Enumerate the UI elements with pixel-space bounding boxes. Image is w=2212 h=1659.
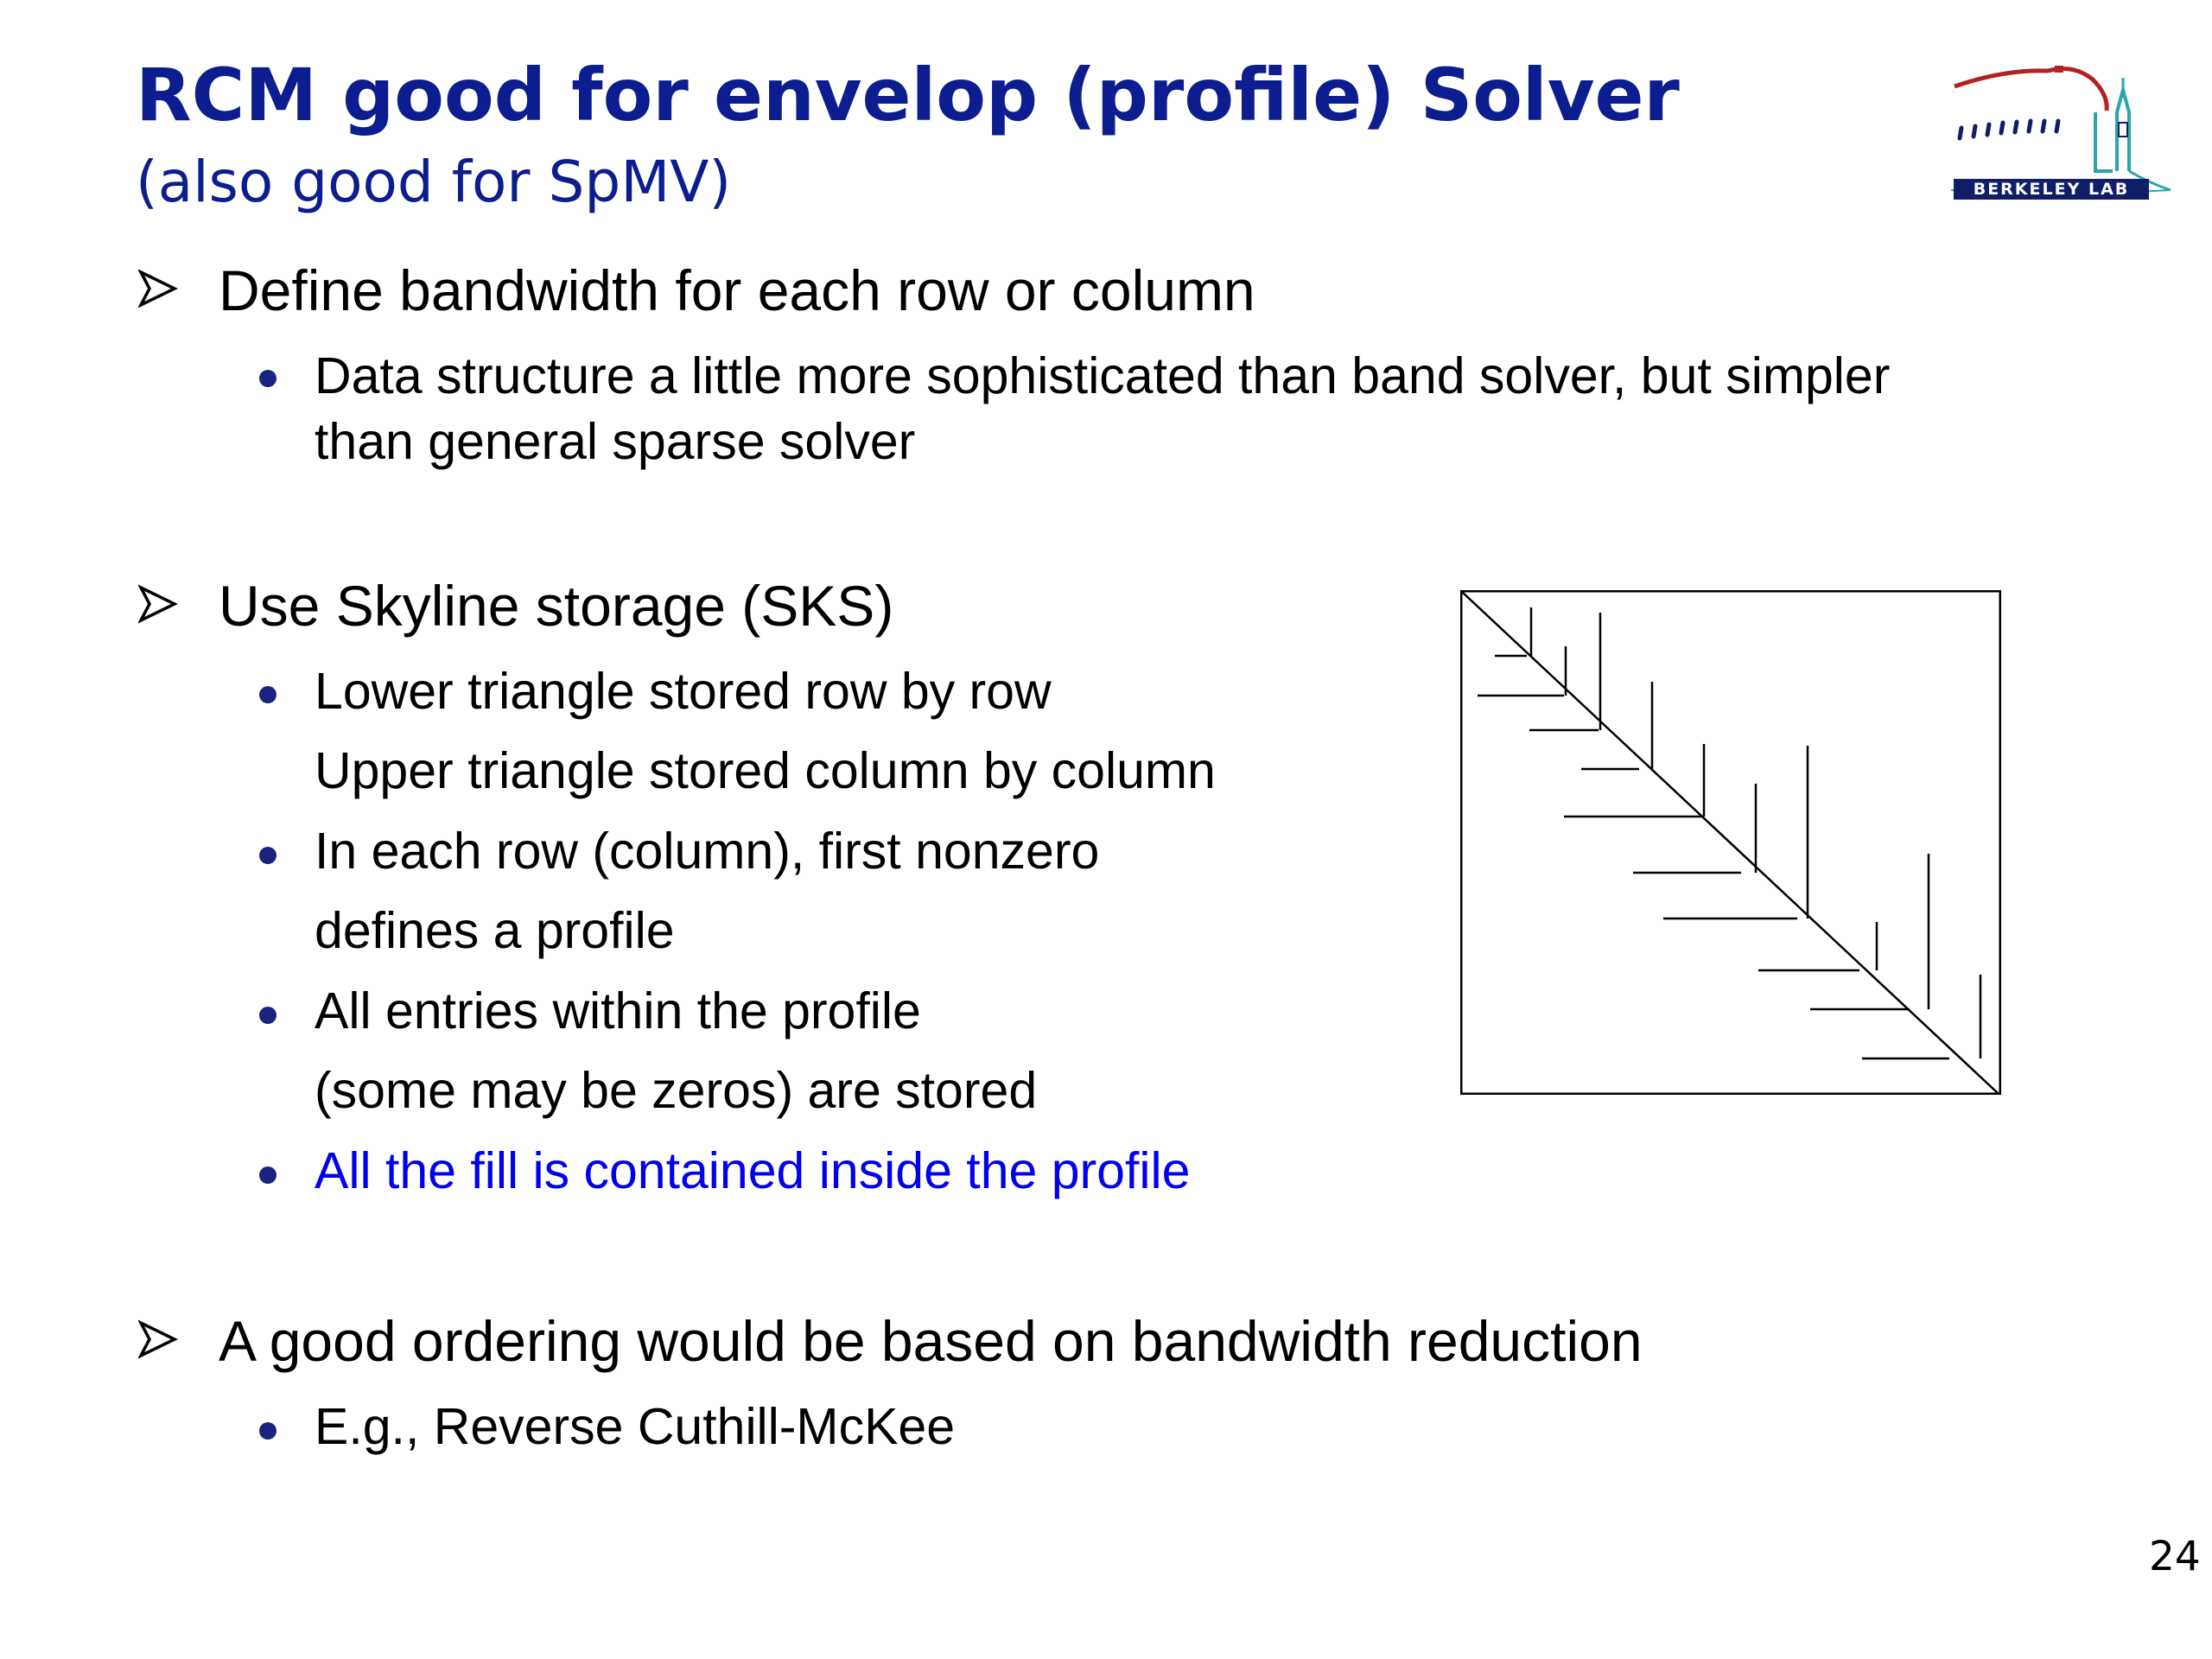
section-1-point-1-cont: than general sparse solver — [315, 413, 916, 470]
section-3-point-1: E.g., Reverse Cuthill-McKee — [315, 1398, 956, 1455]
slide-subtitle: (also good for SpMV) — [136, 149, 732, 215]
skyline-profile-diagram — [1460, 590, 2001, 1095]
round-dot-bullet-icon — [259, 1166, 276, 1184]
section-2-point-2: In each row (column), first nonzero — [315, 823, 1100, 880]
arrowhead-bullet-icon — [138, 269, 178, 308]
section-3-heading-text: A good ordering would be based on bandwidth reduction — [219, 1309, 1643, 1373]
section-2-point-2-cont: defines a profile — [315, 902, 675, 959]
round-dot-bullet-icon — [259, 1422, 276, 1440]
profile-lines — [1478, 607, 1980, 1058]
section-2-point-4: All the fill is contained inside the profile — [315, 1142, 1191, 1199]
arrowhead-bullet-icon — [138, 584, 178, 624]
section-2-point-3-cont: (some may be zeros) are stored — [315, 1062, 1038, 1119]
slide-title: RCM good for envelop (profile) Solver — [136, 53, 1680, 137]
berkeley-lab-logo — [1944, 60, 2177, 212]
round-dot-bullet-icon — [259, 847, 276, 864]
section-2-point-1-cont: Upper triangle stored column by column — [315, 742, 1216, 799]
section-2-point-3: All entries within the profile — [315, 982, 921, 1039]
round-dot-bullet-icon — [259, 1007, 276, 1024]
section-2-heading-text: Use Skyline storage (SKS) — [219, 574, 894, 638]
page-number: 24 — [2149, 1533, 2201, 1580]
logo-text: BERKELEY LAB — [1954, 179, 2149, 200]
round-dot-bullet-icon — [259, 686, 276, 703]
section-1-point-1: Data structure a little more sophisticated than band solver, but simpler — [315, 347, 1891, 404]
section-2-point-1: Lower triangle stored row by row — [315, 663, 1052, 720]
round-dot-bullet-icon — [259, 370, 276, 387]
arrowhead-bullet-icon — [138, 1319, 178, 1359]
section-1-heading-text: Define bandwidth for each row or column — [219, 258, 1255, 322]
matrix-diagonal — [1462, 592, 1998, 1093]
